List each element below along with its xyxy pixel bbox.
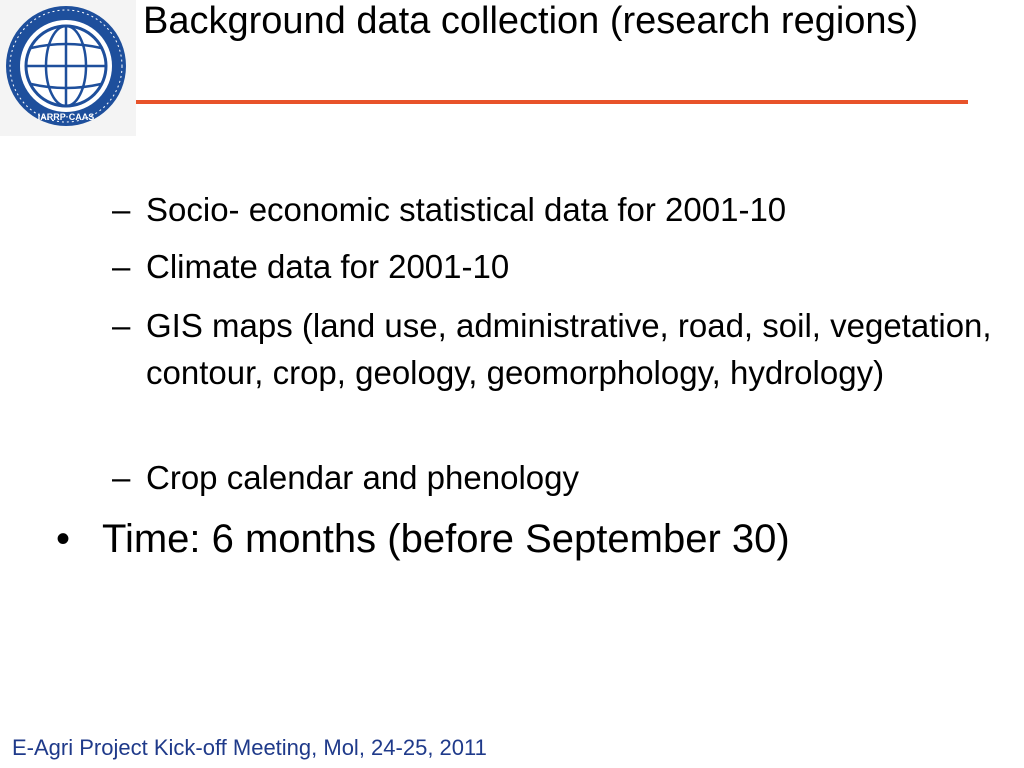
dash-marker: – xyxy=(112,459,131,496)
dash-marker: – xyxy=(112,191,131,228)
sub-bullet-text: Socio- economic statistical data for 2001-10 xyxy=(146,191,787,228)
sub-bullet xyxy=(112,454,992,501)
bullet-marker: • xyxy=(56,517,71,561)
title-underline xyxy=(136,100,968,104)
dash-marker: – xyxy=(112,307,131,344)
sub-bullet xyxy=(112,243,992,290)
sub-bullet-text: Crop calendar and phenology xyxy=(146,459,579,496)
iarrp-caas-logo xyxy=(0,0,136,136)
logo-lettering: IARRP·CAAS xyxy=(37,112,95,122)
sub-bullet-text: GIS maps (land use, administrative, road, soil, vegetation, contour, crop, geology, geomorphology, hydrology) xyxy=(146,307,992,391)
sub-bullet xyxy=(112,186,992,233)
time-bullet xyxy=(56,511,996,567)
globe-seal-icon xyxy=(0,0,136,136)
dash-marker: – xyxy=(112,248,131,285)
sub-bullet-text: Climate data for 2001-10 xyxy=(146,248,510,285)
bullet-text: Time: 6 months (before September 30) xyxy=(102,517,790,561)
slide-title: Background data collection (research regions) xyxy=(143,0,919,42)
sub-bullet xyxy=(112,302,992,396)
slide-footer: E-Agri Project Kick-off Meeting, Mol, 24-25, 2011 xyxy=(12,735,487,760)
